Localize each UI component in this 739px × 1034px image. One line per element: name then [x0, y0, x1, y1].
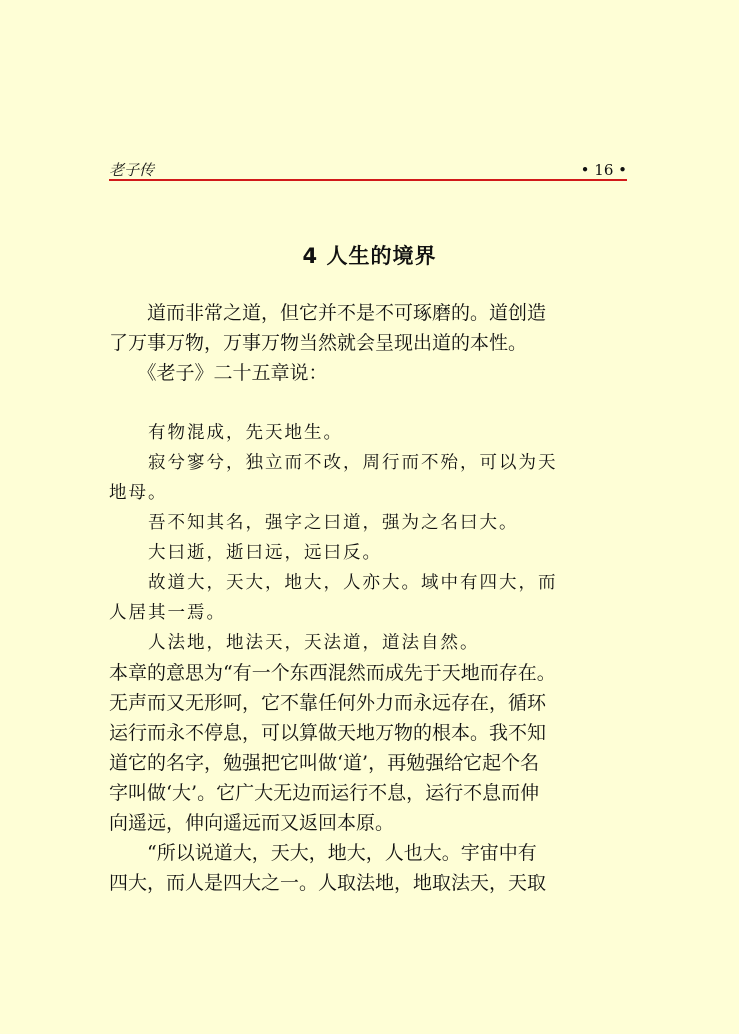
paragraph-line: 向遥远，伸向遥远而又返回本原。	[109, 812, 395, 834]
quote-line: 人居其一焉。	[109, 603, 226, 623]
paragraph-line: 道它的名字，勉强把它叫做‘道’，再勉强给它起个名	[109, 752, 540, 774]
quote-line: 大曰逝，逝曰远，远曰反。	[109, 543, 382, 563]
quote-line: 人法地，地法天，天法道，道法自然。	[109, 633, 480, 653]
quote-line: 吾不知其名，强字之曰道，强为之名曰大。	[109, 513, 519, 533]
paragraph-line: 字叫做‘大’。它广大无边而运行不息，运行不息而伸	[109, 782, 540, 804]
chapter-title: 4 人生的境界	[302, 244, 437, 268]
quote-line: 有物混成，先天地生。	[109, 423, 343, 443]
quote-line: 寂兮寥兮，独立而不改，周行而不殆，可以为天	[109, 453, 558, 473]
page-number: • 16 •	[580, 161, 627, 179]
paragraph-line: 本章的意思为“有一个东西混然而成先于天地而存在。	[109, 662, 556, 684]
paragraph-line: 《老子》二十五章说：	[109, 362, 328, 384]
quote-line: 故道大，天大，地大，人亦大。域中有四大，而	[109, 573, 558, 593]
paragraph-line: 了万事万物，万事万物当然就会呈现出道的本性。	[109, 332, 528, 354]
running-header	[109, 160, 627, 180]
paragraph-line: 四大，而人是四大之一。人取法地，地取法天，天取	[109, 872, 547, 894]
quote-line: 地母。	[109, 483, 168, 503]
paragraph-line: 运行而永不停息，可以算做天地万物的根本。我不知	[109, 722, 547, 744]
paragraph-line: “所以说道大，天大，地大，人也大。宇宙中有	[109, 842, 537, 864]
paragraph-line: 无声而又无形呵，它不靠任何外力而永远存在，循环	[109, 692, 547, 714]
header-rule	[109, 179, 627, 181]
book-title: 老子传	[109, 161, 155, 179]
paragraph-line: 道而非常之道，但它并不是不可琢磨的。道创造	[109, 302, 547, 324]
